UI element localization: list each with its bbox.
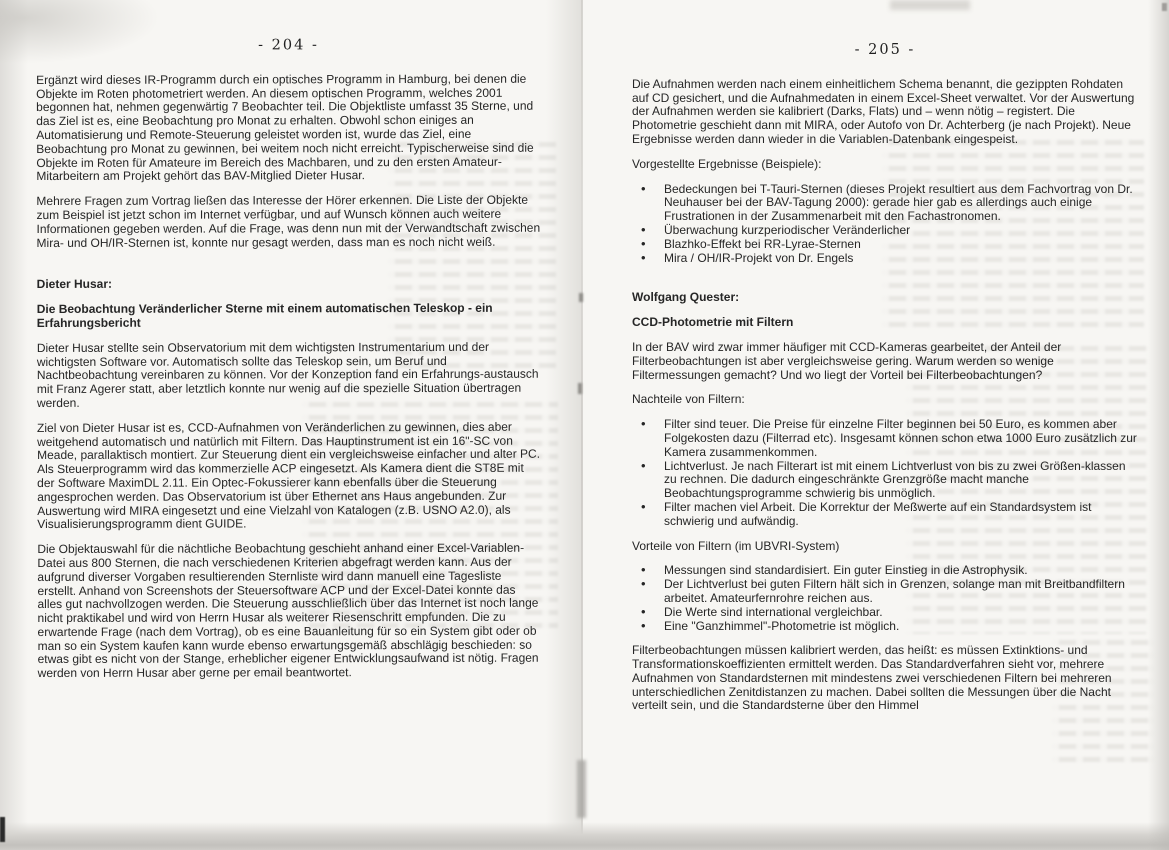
page-204 [36, 39, 543, 692]
paragraph: Die Objektauswahl für die nächtliche Beobachtung geschieht anhand einer Excel-Variablen-Datei aus 800 Sternen, die nach verschiedenen Kriterien abgefragt werden kann. Aus der aufgrund diverser Vorgaben resultierenden Sternliste wird dann manuell eine Tagesliste erstellt. Anhand von Screenshots der Steuersoftware ACP und der Excel-Datei konnte das alles gut nachvollzogen werden. Die Steuerung ausschließlich über das Internet ist noch lange nicht praktikabel und wird von Herrn Husar als weiterer Riesenschritt empfunden. Die zu erwartende Frage (nach dem Vortrag), ob es eine Bauanleitung für so ein System gibt oder ob man so ein System kaufen kann wurde ebenso erwartungsgemäß abschlägig beschieden: so etwas gibt es nicht von der Stange, erheblicher eigener Entwicklungsaufwand ist nötig. Fragen werden von Herrn Husar aber gerne per email beantwortet. [37, 540, 539, 681]
list-label: Vorgestellte Ergebnisse (Beispiele): [632, 156, 822, 171]
speaker-name: Dieter Husar: [36, 277, 113, 292]
list-item: • Überwachung kurzperiodischer Veränderlicher [632, 224, 1138, 238]
list-item: • Messungen sind standardisiert. Ein guter Einstieg in die Astrophysik. [632, 564, 1138, 578]
page-205 [632, 44, 1138, 724]
page-number: - 205 - [854, 42, 916, 58]
top-right-speck [1162, 3, 1167, 11]
talk-title: Die Beobachtung Veränderlicher Sterne mit einem automatischen Teleskop - ein Erfahrungsbericht [36, 300, 493, 330]
talk-title: CCD-Photometrie mit Filtern [632, 315, 794, 330]
paragraph: Ziel von Dieter Husar ist es, CCD-Aufnahmen von Veränderlichen zu gewinnen, dies aber weitgehend automatisch und natürlich mit Filtern. Das Hauptinstrument ist ein 16"-SC von Meade, parallaktisch montiert. Zur Steuerung dient ein vergleichsweise einfacher und alter PC. Als Steuerprogramm wird das kommerzielle ACP eingesetzt. Als Kamera dient die ST8E mit der Software MaximDL 2.11. Ein Optec-Fokussierer kann ebenfalls über die Steuerung angesprochen werden. Das Observatorium ist über Ethernet ans Haus angebunden. Zur Auswertung wird MIRA eingesetzt und eine Vielzahl von Katalogen (z.B. USNO A2.0), als Visualisierungsprogramm dient GUIDE. [36, 419, 541, 532]
paragraph: Die Aufnahmen werden nach einem einheitlichem Schema benannt, die gezippten Rohdaten auf CD gesichert, und die Aufnahmedaten in einem Excel-Sheet verwaltet. Vor der Auswertung der Aufnahmen werden sie kalibriert (Darks, Flats) und – wenn nötig – registert. Die Photometrie geschieht dann mit MIRA, oder Autofo von Dr. Achterberg (je nach Projekt). Neue Ergebnisse werden dann wieder in die Variablen-Datenbank eingespeist. [632, 76, 1135, 146]
paragraph: Dieter Husar stellte sein Observatorium mit dem wichtigsten Instrumentarium und der wichtigsten Software vor. Automatisch sollte das Teleskop sein, um Beruf und Nachtbeobachtung vereinbaren zu können. Vor der Konzeption fand ein Erfahrungs-austausch mit Franz Agerer statt, aber letztlich konnte nur wenig auf die spezielle Situation übertragen werden. [36, 339, 539, 410]
paragraph: In der BAV wird zwar immer häufiger mit CCD-Kameras gearbeitet, der Anteil der Filterbeobachtungen ist aber vergleichsweise gering. Warum werden so wenige Filtermessungen gemacht? Und wo liegt der Vorteil bei Filterbeobachtungen? [632, 339, 1062, 382]
left-edge-shadow [0, 0, 28, 850]
seam-smudge [577, 760, 586, 818]
list-label: Vorteile von Filtern (im UBVRI-System) [632, 538, 840, 553]
list-label: Nachteile von Filtern: [632, 392, 745, 407]
page-gutter-seam [581, 0, 583, 850]
seam-mark [578, 383, 582, 394]
list-item: • Mira / OH/IR-Projekt von Dr. Engels [632, 252, 1138, 266]
page-number: - 204 - [258, 37, 319, 54]
list-item: • Blazhko-Effekt bei RR-Lyrae-Sternen [632, 238, 1138, 252]
results-list [632, 183, 1138, 266]
paragraph: Filterbeobachtungen müssen kalibriert werden, das heißt: es müssen Extinktions- und Transformationskoeffizienten ermittelt werden. Das Standardverfahren sieht vor, mehrere Aufnahmen von Standardsternen mit mindestens zwei verschiedenen Filtern bei mehreren unterschiedlichen Zenitdistanzen zu machen. Dabei sollten die Messungen über die Nacht verteilt sein, und die Standardsterne über den Himmel [632, 643, 1112, 713]
list-item: • Filter sind teuer. Die Preise für einzelne Filter beginnen bei 50 Euro, es kommen aber Folgekosten dazu (Filterrad etc). Insgesamt können schon etwa 1000 Euro zusätzlich zur Kamera zusammenkommen. [632, 418, 1138, 459]
list-item: • Eine "Ganzhimmel"-Photometrie ist möglich. [632, 620, 1138, 634]
top-right-smudge [890, 0, 970, 10]
gutter-shadow [546, 0, 582, 850]
seam-mark [579, 293, 583, 302]
disadvantages-list [632, 418, 1138, 528]
right-edge-shadow [1148, 0, 1169, 850]
paragraph: Ergänzt wird dieses IR-Programm durch ein optisches Programm in Hamburg, bei denen die Objekte im Roten photometriert werden. An diesem optischen Programm, welches 2001 begonnen hat, nehmen gegenwärtig 7 Beobachter teil. Die Objektliste umfasst 35 Sterne, und das Ziel ist es, eine Beobachtung pro Monat zu erhalten. Obwohl schon einiges an Automatisierung und Remote-Steuerung geleistet worden ist, wurde das Ziel, eine Beobachtung pro Monat zu gewinnen, bei weitem noch nicht erreicht. Typischerweise sind die Objekte im Roten für Amateure im Bereich des Machbaren, und zu den ersten Amateur-Mitarbeitern am Projekt gehört das BAV-Mitglied Dieter Husar. [36, 71, 534, 184]
list-item: • Der Lichtverlust bei guten Filtern hält sich in Grenzen, solange man mit Breitbandfiltern arbeitet. Amateurfernrohre reichen aus. [632, 578, 1138, 606]
paragraph: Mehrere Fragen zum Vortrag ließen das Interesse der Hörer erkennen. Die Liste der Objekte zum Beispiel ist jetzt schon im Internet verfügbar, und auf Wunsch können auch weitere Informationen gegeben werden. Auf die Frage, was denn nun mit der Verwandtschaft zwischen Mira- und OH/IR-Sternen ist, konnte nur gesagt werden, dass man es noch nicht weiß. [36, 192, 541, 250]
speaker-name: Wolfgang Quester: [632, 290, 740, 305]
list-item: • Lichtverlust. Je nach Filterart ist mit einem Lichtverlust von bis zu zwei Größen-klassen zu rechnen. Die dadurch eingeschränkte Grenzgröße macht manche Beobachtungsprogramme schwierig bis unmöglich. [632, 460, 1138, 501]
advantages-list [632, 564, 1138, 633]
list-item: • Bedeckungen bei T-Tauri-Sternen (dieses Projekt resultiert aus dem Fachvortrag von Dr. Neuhauser bei der BAV-Tagung 2000): gerade hier gab es allerdings auch einige Frustrationen in der Zusammenarbeit mit den Fachastronomen. [632, 183, 1138, 224]
list-item: • Filter machen viel Arbeit. Die Korrektur der Meßwerte auf ein Standardsystem ist schwierig und aufwändig. [632, 501, 1138, 529]
bottom-left-mark [0, 817, 5, 842]
bottom-scan-shadow [0, 822, 1169, 850]
list-item: • Die Werte sind international vergleichbar. [632, 606, 1138, 620]
